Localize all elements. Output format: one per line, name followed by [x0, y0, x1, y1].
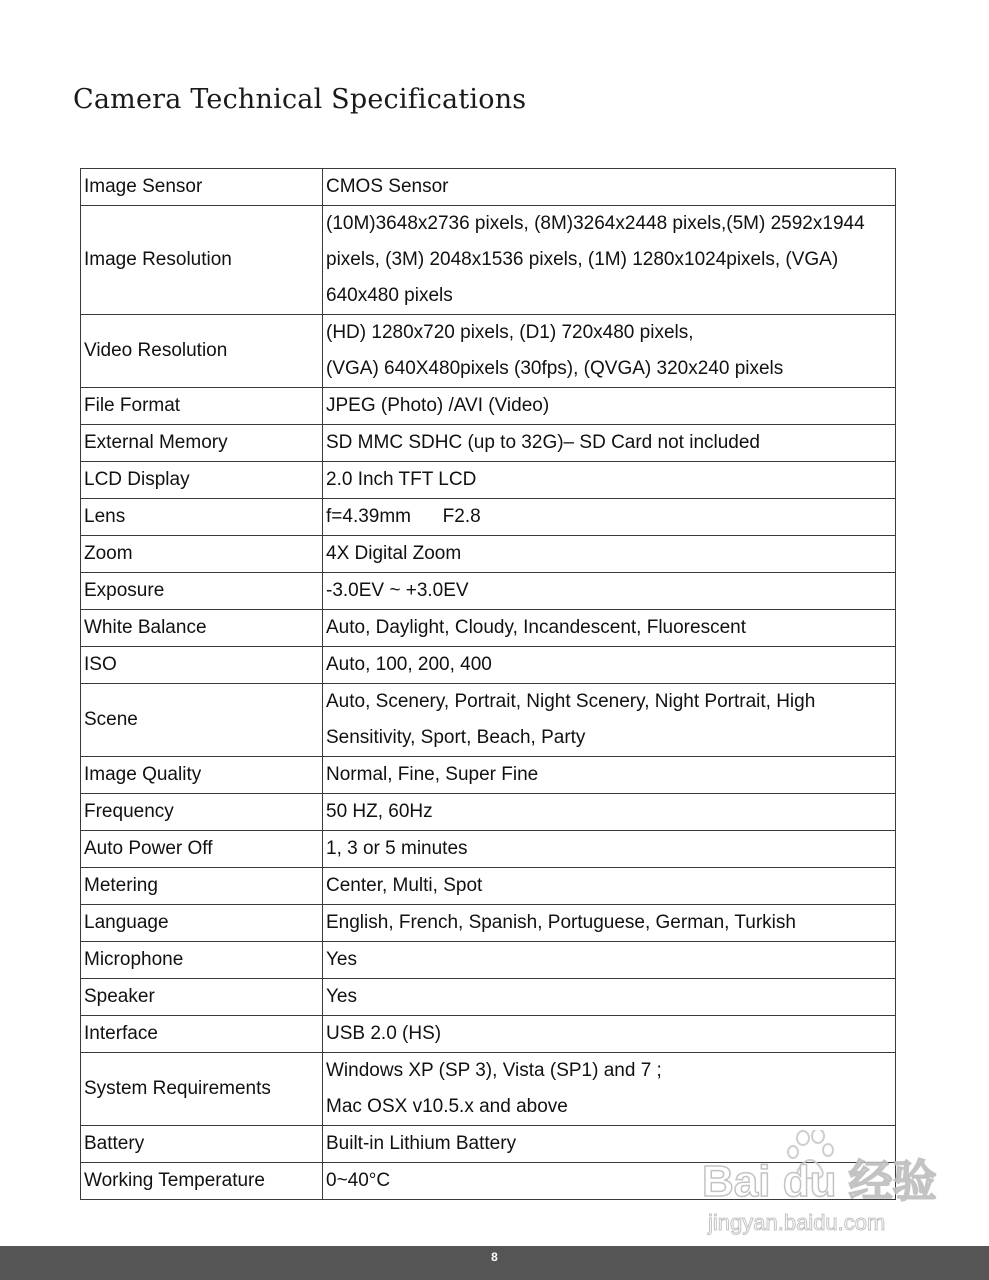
spec-label: Scene [81, 684, 323, 757]
spec-value-line: Normal, Fine, Super Fine [326, 764, 539, 785]
spec-value-line: Windows XP (SP 3), Vista (SP1) and 7 ; [326, 1060, 662, 1081]
spec-row [81, 315, 896, 388]
spec-row [81, 905, 896, 942]
spec-value-line: 4X Digital Zoom [326, 543, 462, 564]
spec-label: Microphone [81, 942, 323, 979]
spec-value-line: 0~40°C [326, 1170, 391, 1191]
spec-row [81, 573, 896, 610]
spec-value-line: USB 2.0 (HS) [326, 1023, 442, 1044]
spec-value [323, 979, 896, 1016]
spec-value-line: Auto, Daylight, Cloudy, Incandescent, Fluorescent [326, 617, 746, 638]
spec-value [323, 794, 896, 831]
specifications-table [80, 168, 896, 1200]
spec-value-line: Mac OSX v10.5.x and above [326, 1096, 568, 1117]
spec-value [323, 169, 896, 206]
spec-row [81, 206, 896, 315]
spec-value-line: Auto, Scenery, Portrait, Night Scenery, Night Portrait, High [326, 691, 816, 712]
spec-value-line: 640x480 pixels [326, 285, 453, 306]
spec-value [323, 206, 896, 315]
spec-value [323, 905, 896, 942]
spec-value-line: JPEG (Photo) /AVI (Video) [326, 395, 550, 416]
spec-row [81, 794, 896, 831]
spec-label: Exposure [81, 573, 323, 610]
spec-value [323, 831, 896, 868]
spec-row [81, 942, 896, 979]
spec-value-line: Yes [326, 949, 357, 970]
spec-value-line: CMOS Sensor [326, 176, 449, 197]
spec-row [81, 647, 896, 684]
spec-value-line: f=4.39mm F2.8 [326, 506, 481, 527]
spec-value-line: SD MMC SDHC (up to 32G)– SD Card not included [326, 432, 760, 453]
spec-label: Image Sensor [81, 169, 323, 206]
spec-row [81, 462, 896, 499]
spec-label: Frequency [81, 794, 323, 831]
spec-label: Video Resolution [81, 315, 323, 388]
spec-row [81, 868, 896, 905]
spec-value-line: -3.0EV ~ +3.0EV [326, 580, 469, 601]
spec-label: Working Temperature [81, 1163, 323, 1200]
spec-label: LCD Display [81, 462, 323, 499]
spec-label: System Requirements [81, 1053, 323, 1126]
spec-value-line: Auto, 100, 200, 400 [326, 654, 492, 675]
spec-value [323, 536, 896, 573]
spec-value [323, 684, 896, 757]
spec-value-line: Built-in Lithium Battery [326, 1133, 517, 1154]
page-title: Camera Technical Specifications [73, 84, 527, 115]
spec-row [81, 425, 896, 462]
spec-row [81, 499, 896, 536]
spec-label: Interface [81, 1016, 323, 1053]
spec-value-line: (VGA) 640X480pixels (30fps), (QVGA) 320x240 pixels [326, 358, 784, 379]
spec-value [323, 1016, 896, 1053]
spec-row [81, 610, 896, 647]
spec-value-line: Yes [326, 986, 357, 1007]
spec-value-line: 50 HZ, 60Hz [326, 801, 433, 822]
spec-label: ISO [81, 647, 323, 684]
spec-value [323, 610, 896, 647]
spec-label: Language [81, 905, 323, 942]
spec-label: Zoom [81, 536, 323, 573]
spec-value [323, 315, 896, 388]
spec-value-line: (HD) 1280x720 pixels, (D1) 720x480 pixels, [326, 322, 694, 343]
spec-value-line: Center, Multi, Spot [326, 875, 483, 896]
spec-value [323, 942, 896, 979]
watermark-logo [700, 1130, 940, 1240]
specifications-table-body [81, 169, 896, 1200]
spec-label: Image Quality [81, 757, 323, 794]
spec-value-line: Sensitivity, Sport, Beach, Party [326, 727, 586, 748]
spec-value [323, 425, 896, 462]
spec-value [323, 499, 896, 536]
spec-value [323, 757, 896, 794]
spec-row [81, 388, 896, 425]
spec-value-line: (10M)3648x2736 pixels, (8M)3264x2448 pixels,(5M) 2592x1944 [326, 213, 865, 234]
spec-row [81, 1053, 896, 1126]
spec-row [81, 979, 896, 1016]
spec-value [323, 647, 896, 684]
page-number: 8 [491, 1250, 498, 1264]
spec-value [323, 388, 896, 425]
spec-row [81, 169, 896, 206]
spec-label: Auto Power Off [81, 831, 323, 868]
spec-label: White Balance [81, 610, 323, 647]
spec-row [81, 831, 896, 868]
spec-value [323, 868, 896, 905]
spec-label: External Memory [81, 425, 323, 462]
spec-label: Battery [81, 1126, 323, 1163]
spec-value-line: pixels, (3M) 2048x1536 pixels, (1M) 1280x1024pixels, (VGA) [326, 249, 839, 270]
spec-label: File Format [81, 388, 323, 425]
spec-label: Speaker [81, 979, 323, 1016]
spec-value-line: 2.0 Inch TFT LCD [326, 469, 477, 490]
watermark-url-text: jingyan.baidu.com [708, 1210, 886, 1235]
spec-label: Metering [81, 868, 323, 905]
spec-value [323, 1053, 896, 1126]
spec-row [81, 536, 896, 573]
spec-value-line: 1, 3 or 5 minutes [326, 838, 468, 859]
spec-value [323, 573, 896, 610]
spec-row [81, 757, 896, 794]
spec-value-line: English, French, Spanish, Portuguese, German, Turkish [326, 912, 796, 933]
page-footer-bar [0, 1246, 989, 1280]
spec-row [81, 684, 896, 757]
spec-value [323, 462, 896, 499]
spec-label: Image Resolution [81, 206, 323, 315]
spec-row [81, 1016, 896, 1053]
watermark-brand-text: Bai du 经验 [702, 1157, 937, 1206]
spec-label: Lens [81, 499, 323, 536]
